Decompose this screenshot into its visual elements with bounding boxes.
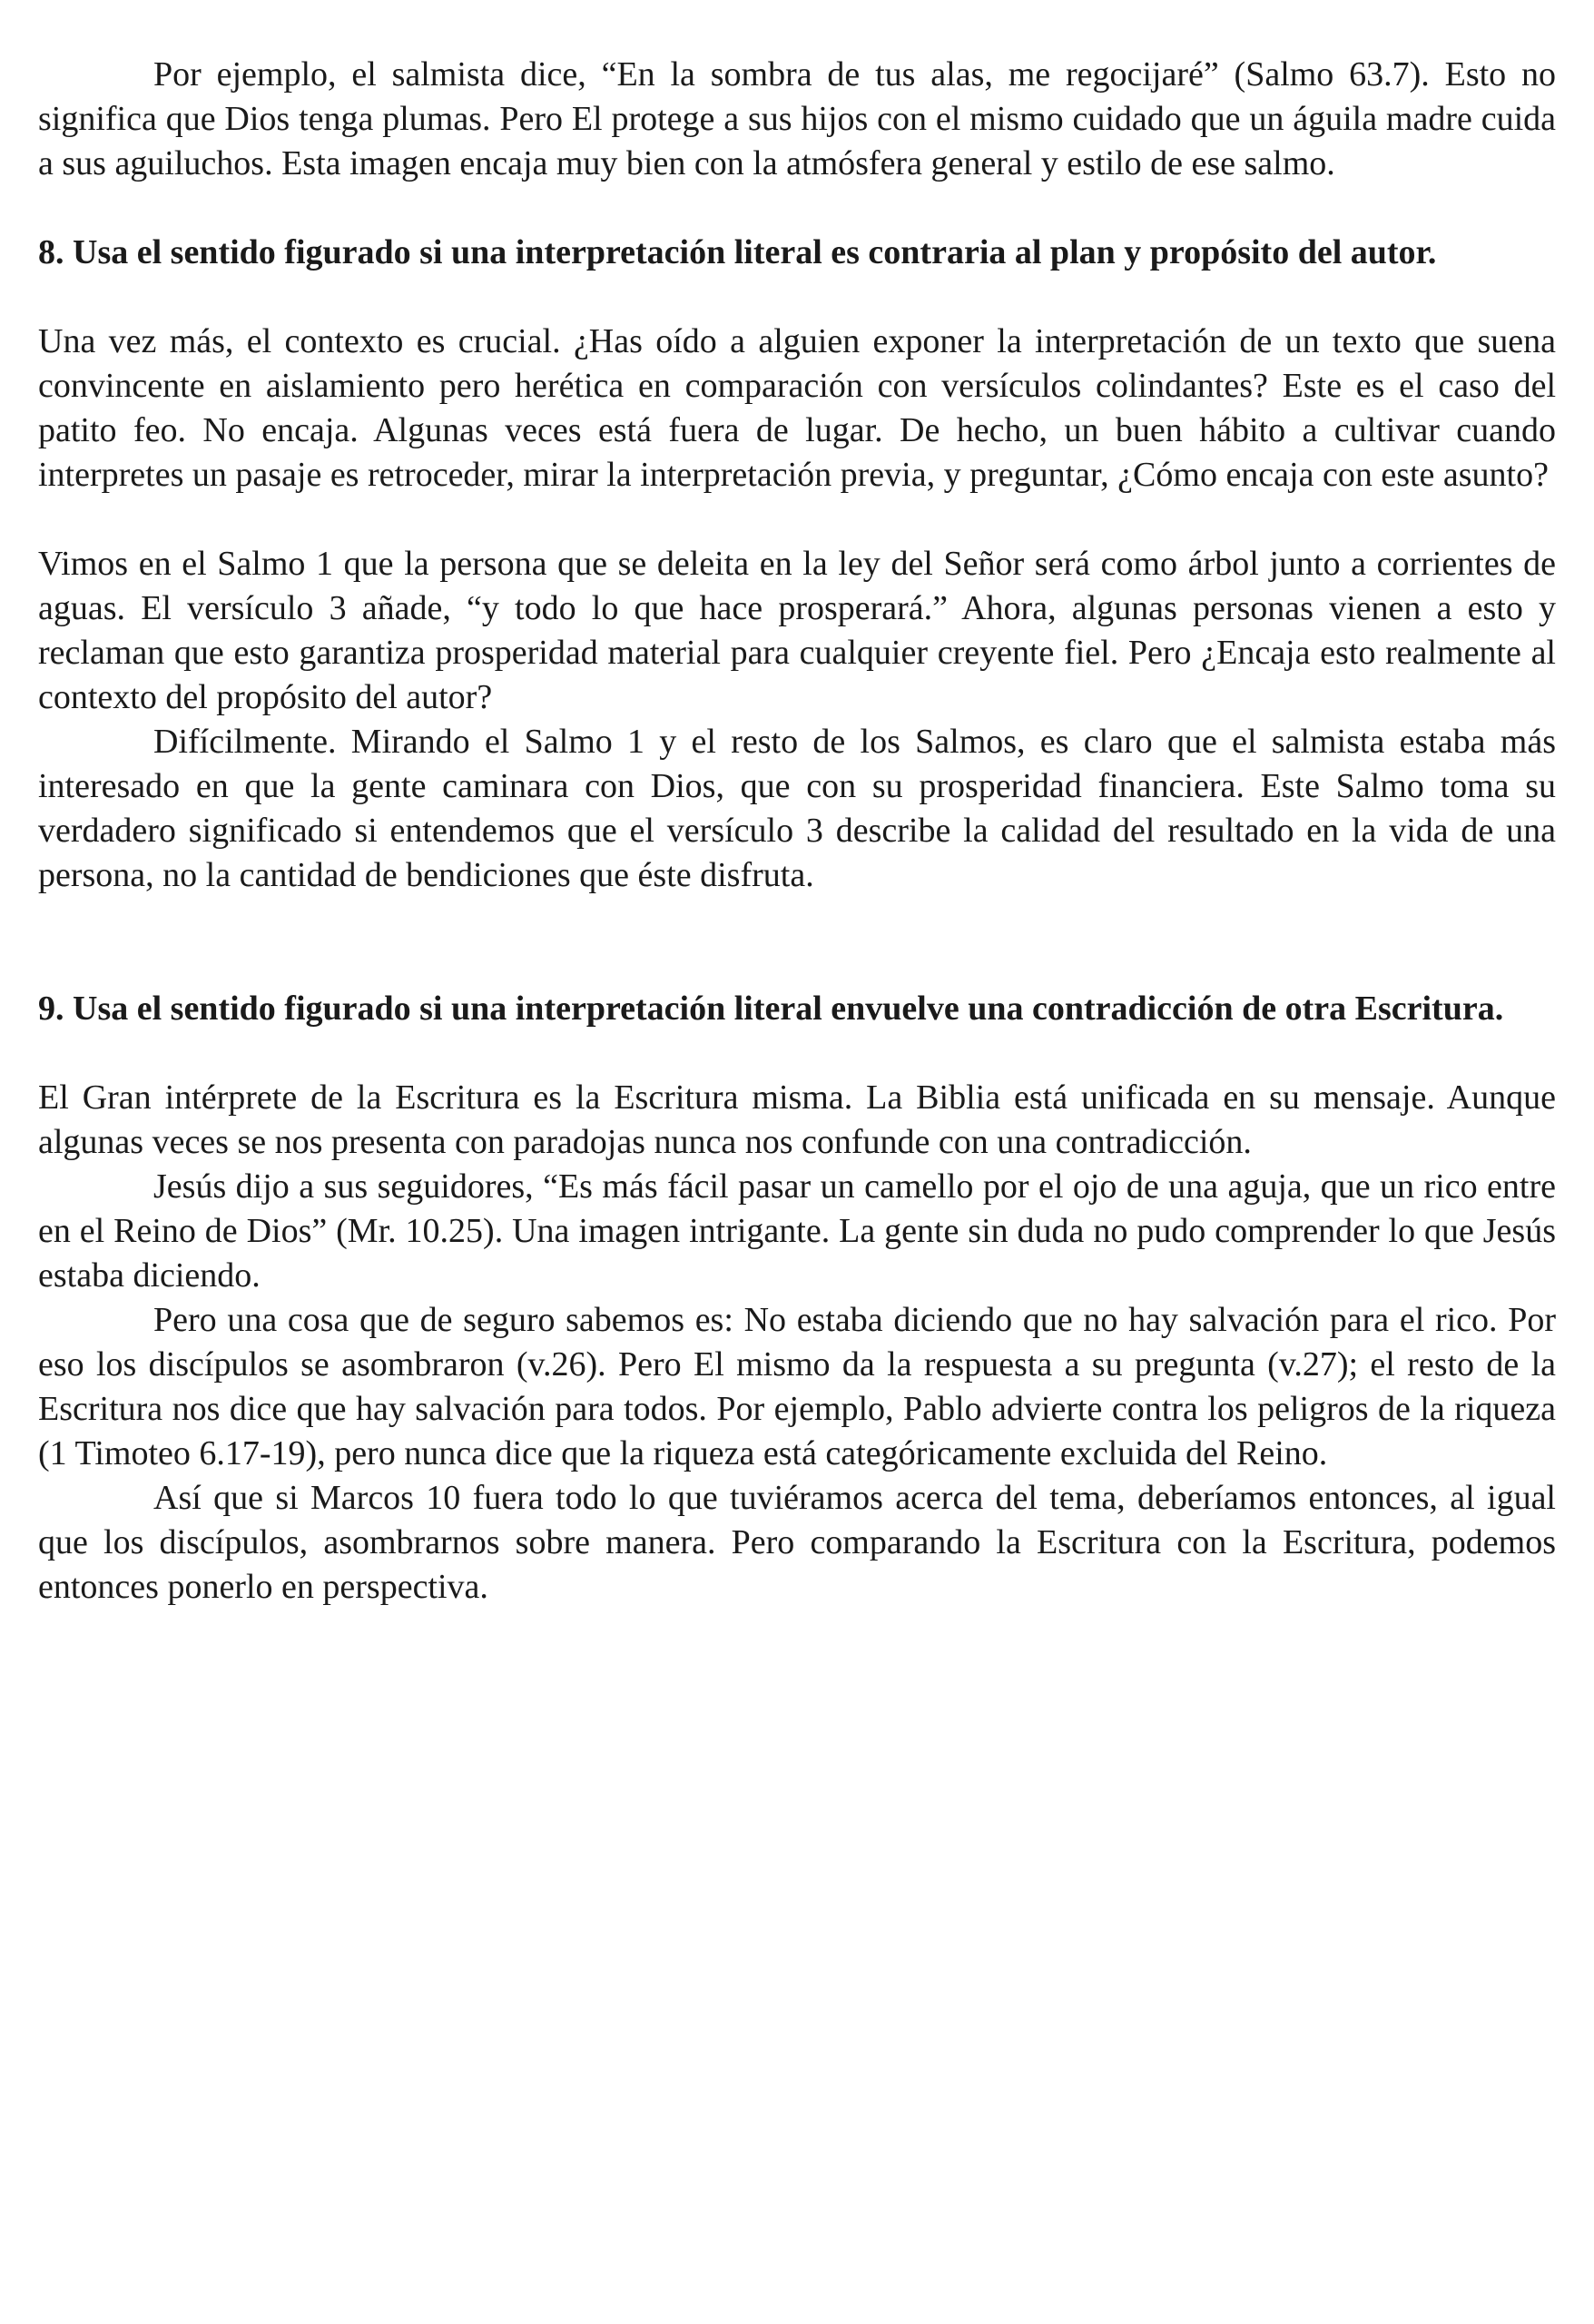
section-9-paragraph-4: Así que si Marcos 10 fuera todo lo que tuviéramos acerca del tema, deberíamos entonces, al igual que los discípulos, asombrarnos sobre manera. Pero comparando la Escritura con la Escritura, podemos entonces ponerlo en perspectiva. bbox=[38, 1479, 1556, 1606]
intro-paragraph: Por ejemplo, el salmista dice, “En la sombra de tus alas, me regocijaré” (Salmo 63.7). Esto no significa que Dios tenga plumas. Pero El protege a sus hijos con el mismo cuidado que un águila madre cuida a sus aguiluchos. Esta imagen encaja muy bien con la atmósfera general y estilo de ese salmo. bbox=[38, 55, 1556, 182]
spacer bbox=[38, 1031, 1556, 1076]
section-8-paragraph-3: Difícilmente. Mirando el Salmo 1 y el resto de los Salmos, es claro que el salmista estaba más interesado en que la gente caminara con Dios, que con su prosperidad financiera. Este Salmo toma su verdadero significado si entendemos que el versículo 3 describe la calidad del resultado en la vida de una persona, no la cantidad de bendiciones que éste disfruta. bbox=[38, 723, 1556, 894]
spacer bbox=[38, 898, 1556, 987]
section-8-heading: 8. Usa el sentido figurado si una interpretación literal es contraria al plan y propósito del autor. bbox=[38, 233, 1437, 271]
section-9-heading: 9. Usa el sentido figurado si una interpretación literal envuelve una contradicción de otra Escritura. bbox=[38, 990, 1504, 1028]
section-9-paragraph-1: El Gran intérprete de la Escritura es la Escritura misma. La Biblia está unificada en su mensaje. Aunque algunas veces se nos presenta con paradojas nunca nos confunde con una contradicción. bbox=[38, 1078, 1556, 1161]
section-9-paragraph-3: Pero una cosa que de seguro sabemos es: No estaba diciendo que no hay salvación para el rico. Por eso los discípulos se asombraron (v.26). Pero El mismo da la respuesta a su pregunta (v.27); el resto de la Escritura nos dice que hay salvación para todos. Por ejemplo, Pablo advierte contra los peligros de la riqueza (1 Timoteo 6.17-19), pero nunca dice que la riqueza está categóricamente excluida del Reino. bbox=[38, 1301, 1556, 1472]
spacer bbox=[38, 186, 1556, 231]
section-8-paragraph-2: Vimos en el Salmo 1 que la persona que se deleita en la ley del Señor será como árbol junto a corrientes de aguas. El versículo 3 añade, “y todo lo que hace prosperará.” Ahora, algunas personas vienen a esto y reclaman que esto garantiza prosperidad material para cualquier creyente fiel. Pero ¿Encaja esto realmente al contexto del propósito del autor? bbox=[38, 545, 1556, 716]
spacer bbox=[38, 497, 1556, 542]
document-page bbox=[38, 53, 1556, 1610]
section-8-paragraph-1: Una vez más, el contexto es crucial. ¿Has oído a alguien exponer la interpretación de un texto que suena convincente en aislamiento pero herética en comparación con versículos colindantes? Este es el caso del patito feo. No encaja. Algunas veces está fuera de lugar. De hecho, un buen hábito a cultivar cuando interpretes un pasaje es retroceder, mirar la interpretación previa, y preguntar, ¿Cómo encaja con este asunto? bbox=[38, 322, 1556, 494]
section-9-paragraph-2: Jesús dijo a sus seguidores, “Es más fácil pasar un camello por el ojo de una aguja, que un rico entre en el Reino de Dios” (Mr. 10.25). Una imagen intrigante. La gente sin duda no pudo comprender lo que Jesús estaba diciendo. bbox=[38, 1167, 1556, 1295]
spacer bbox=[38, 275, 1556, 320]
